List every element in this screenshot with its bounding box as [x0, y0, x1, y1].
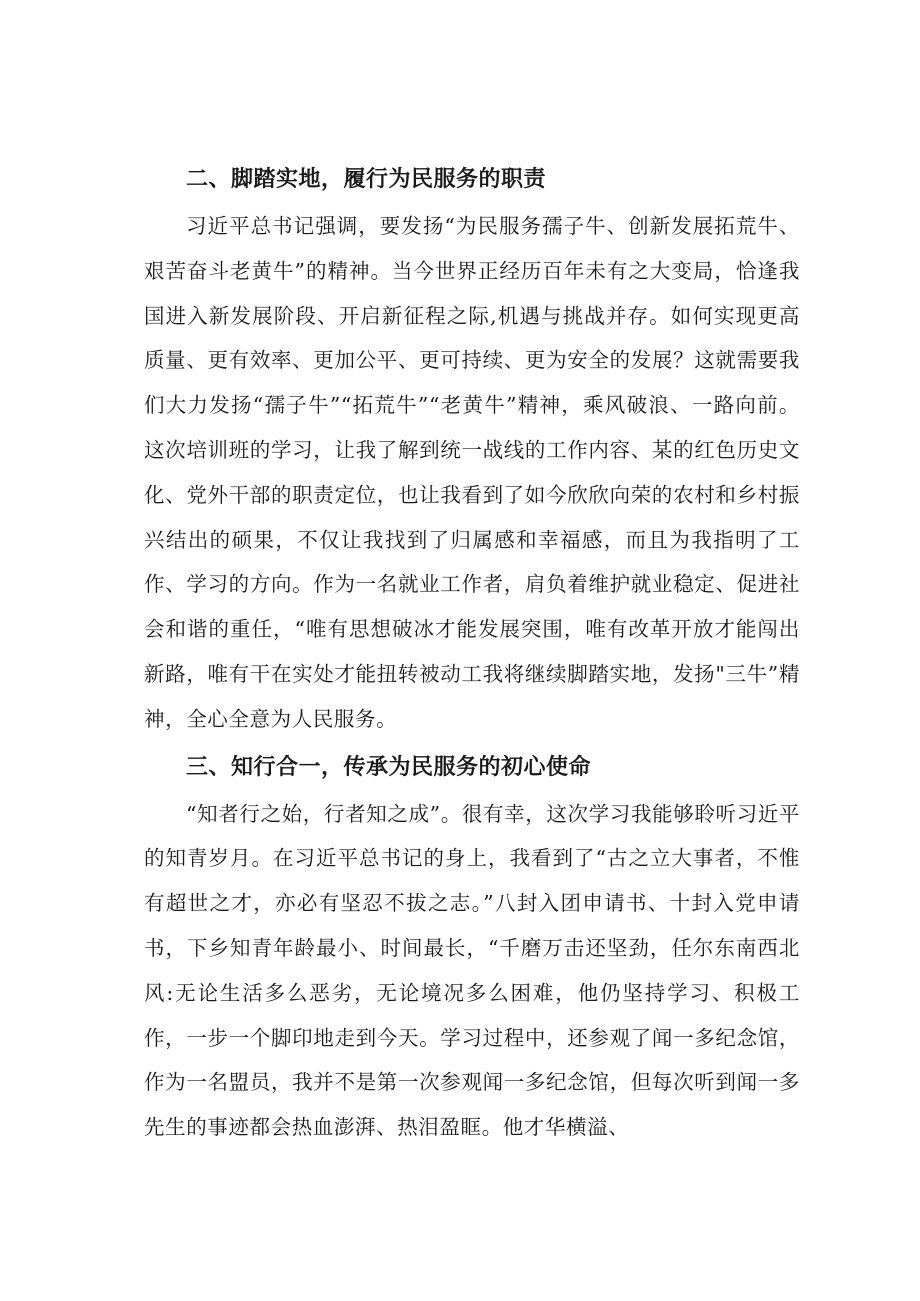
section-heading: 三、知行合一，传承为民服务的初心使命: [186, 754, 592, 780]
section-3: [144, 746, 800, 1150]
section-paragraph: “知者行之始，行者知之成”。很有幸，这次学习我能够聆听习近平的知青岁月。在习近平总书记的身上，我看到了“古之立大事者，不惟有超世之才，亦必有坚忍不拔之志。”八封入团申请书、十封入党申请书，下乡知青年龄最小、时间最长，“千磨万击还坚劲，任尔东南西北风:无论生活多么恶劣，无论境况多么困难，他仍坚持学习、积极工作，一步一个脚印地走到今天。学习过程中，还参观了闻一多纪念馆，作为一名盟员，我并不是第一次参观闻一多纪念馆，但每次听到闻一多先生的事迹都会热血澎湃、热泪盈眶。他才华横溢、: [144, 801, 800, 1140]
section-2: [144, 158, 800, 742]
section-heading: 二、脚踏实地，履行为民服务的职责: [186, 167, 547, 192]
section-paragraph: 习近平总书记强调，要发扬“为民服务孺子牛、创新发展拓荒牛、艰苦奋斗老黄牛”的精神。当今世界正经历百年未有之大变局，恰逢我国进入新发展阶段、开启新征程之际,机遇与挑战并存。如何实现更高质量、更有效率、更加公平、更可持续、更为安全的发展？这就需要我们大力发扬“孺子牛”“拓荒牛”“老黄牛”精神，乘风破浪、一路向前。这次培训班的学习，让我了解到统一战线的工作内容、某的红色历史文化、党外干部的职责定位，也让我看到了如今欣欣向荣的农村和乡村振兴结出的硕果，不仅让我找到了归属感和幸福感，而且为我指明了工作、学习的方向。作为一名就业工作者，肩负着维护就业稳定、促进社会和谐的重任，“唯有思想破冰才能发展突围，唯有改革开放才能闯出新路，唯有干在实处才能扭转被动工我将继续脚踏实地，发扬"三牛”精神，全心全意为人民服务。: [144, 214, 800, 731]
document-body: [144, 158, 800, 1154]
